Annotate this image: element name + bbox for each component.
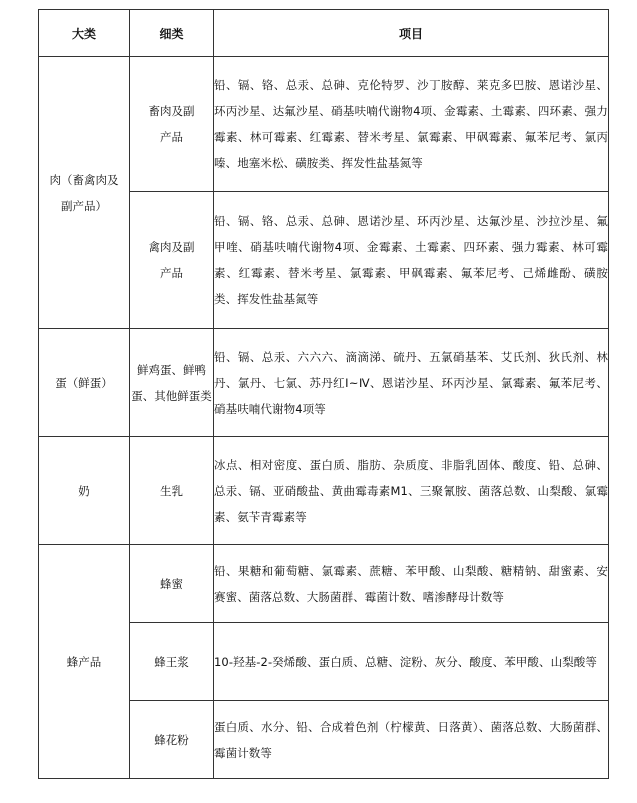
header-test-items: 项目 (214, 10, 609, 57)
sub-category-cell: 鲜鸡蛋、鲜鸭蛋、其他鲜蛋类 (130, 329, 214, 437)
test-items-cell: 铅、果糖和葡萄糖、氯霉素、蔗糖、苯甲酸、山梨酸、糖精钠、甜蜜素、安赛蜜、菌落总数、大肠菌群、霉菌计数、嗜渗酵母计数等 (214, 545, 609, 623)
header-major-category: 大类 (39, 10, 130, 57)
test-items-cell: 冰点、相对密度、蛋白质、脂肪、杂质度、非脂乳固体、酸度、铅、总砷、总汞、镉、亚硝酸盐、黄曲霉毒素M1、三聚氰胺、菌落总数、山梨酸、氯霉素、氨苄青霉素等 (214, 437, 609, 545)
table-row (39, 545, 609, 623)
major-category-cell: 蛋（鲜蛋） (39, 329, 130, 437)
major-category-cell: 肉（畜禽肉及副产品） (39, 57, 130, 329)
sub-category-cell: 蜂蜜 (130, 545, 214, 623)
sub-category-cell: 蜂花粉 (130, 701, 214, 779)
table-row (39, 437, 609, 545)
major-category-cell: 蜂产品 (39, 545, 130, 779)
test-items-cell: 铅、镉、总汞、六六六、滴滴涕、硫丹、五氯硝基苯、艾氏剂、狄氏剂、林丹、氯丹、七氯、苏丹红Ⅰ~Ⅳ、恩诺沙星、环丙沙星、氯霉素、氟苯尼考、硝基呋喃代谢物4项等 (214, 329, 609, 437)
major-category-cell: 奶 (39, 437, 130, 545)
test-items-cell: 铅、镉、铬、总汞、总砷、克伦特罗、沙丁胺醇、莱克多巴胺、恩诺沙星、环丙沙星、达氟沙星、硝基呋喃代谢物4项、金霉素、土霉素、四环素、强力霉素、林可霉素、红霉素、替米考星、氯霉素、甲砜霉素、氟苯尼考、氯丙嗪、地塞米松、磺胺类、挥发性盐基氮等 (214, 57, 609, 192)
food-test-items-table (38, 9, 609, 779)
test-items-cell: 蛋白质、水分、铅、合成着色剂（柠檬黄、日落黄）、菌落总数、大肠菌群、霉菌计数等 (214, 701, 609, 779)
test-items-cell: 10-羟基-2-癸烯酸、蛋白质、总糖、淀粉、灰分、酸度、苯甲酸、山梨酸等 (214, 623, 609, 701)
sub-category-cell: 畜肉及副产品 (130, 57, 214, 192)
sub-category-cell: 蜂王浆 (130, 623, 214, 701)
table-row (39, 57, 609, 192)
test-items-cell: 铅、镉、铬、总汞、总砷、恩诺沙星、环丙沙星、达氟沙星、沙拉沙星、氟甲喹、硝基呋喃代谢物4项、金霉素、土霉素、四环素、强力霉素、林可霉素、红霉素、替米考星、氯霉素、甲砜霉素、氟苯尼考、己烯雌酚、磺胺类、挥发性盐基氮等 (214, 192, 609, 329)
sub-category-cell: 生乳 (130, 437, 214, 545)
table-header-row (39, 10, 609, 57)
sub-category-cell: 禽肉及副产品 (130, 192, 214, 329)
table-row (39, 329, 609, 437)
header-sub-category: 细类 (130, 10, 214, 57)
